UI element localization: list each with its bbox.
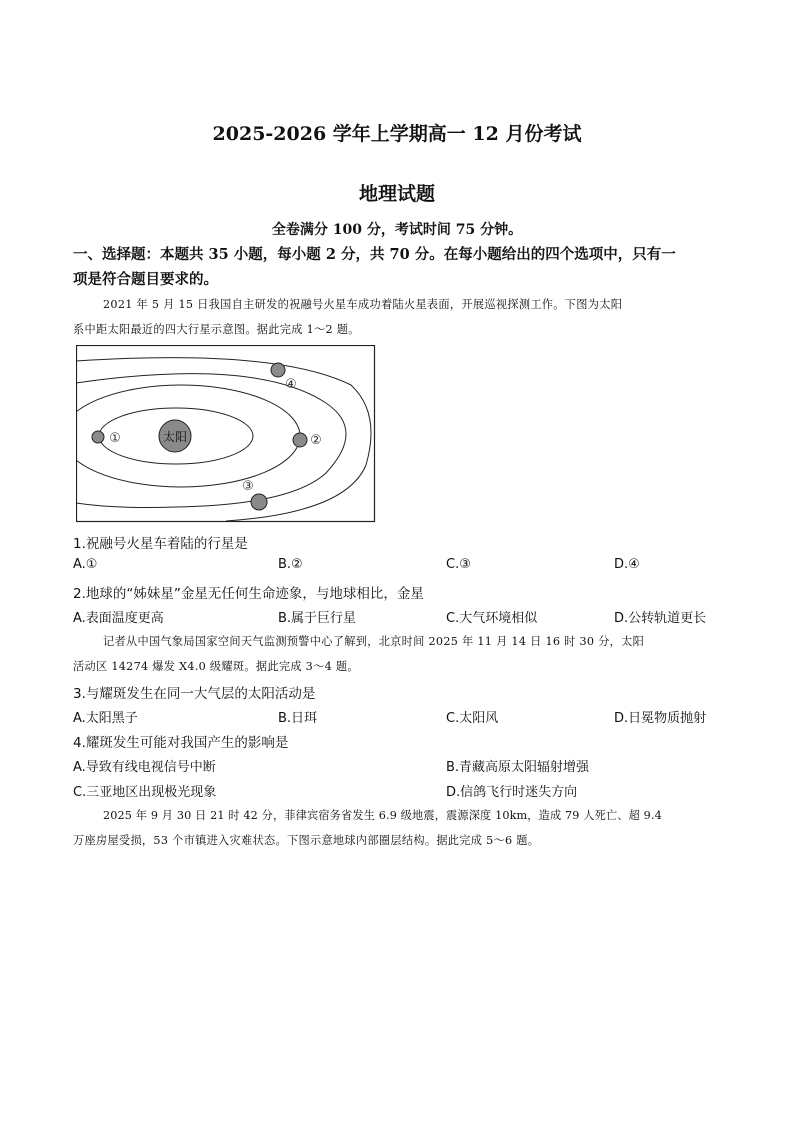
question-4-stem: 4.耀斑发生可能对我国产生的影响是 — [73, 735, 289, 751]
q4-option-b[interactable]: B.青藏高原太阳辐射增强 — [446, 760, 590, 775]
q1-option-d[interactable]: D.④ — [614, 557, 640, 572]
planet-2-label: ② — [310, 433, 322, 448]
q1-option-b[interactable]: B.② — [278, 557, 303, 572]
passage1-line1: 2021 年 5 月 15 日我国自主研发的祝融号火星车成功着陆火星表面，开展巡视探测工作。下图为太阳 — [103, 298, 623, 311]
q2-option-d[interactable]: D.公转轨道更长 — [614, 611, 707, 626]
planet-1 — [92, 431, 104, 443]
subject-title: 地理试题 — [358, 183, 435, 205]
question-2-stem: 2.地球的“姊妹星”金星无任何生命迹象，与地球相比，金星 — [73, 586, 424, 602]
passage3-line2: 万座房屋受损，53 个市镇进入灾难状态。下图示意地球内部圈层结构。据此完成 5～6 题。 — [73, 834, 540, 847]
planet-4 — [271, 363, 285, 377]
q1-option-c[interactable]: C.③ — [446, 557, 471, 572]
sun-label: 太阳 — [162, 430, 188, 444]
section-heading-line1: 一、选择题：本题共 35 小题，每小题 2 分，共 70 分。在每小题给出的四个选项中，只有一 — [73, 246, 676, 263]
planet-3 — [251, 494, 267, 510]
solar-system-diagram — [76, 345, 376, 523]
passage2-line1: 记者从中国气象局国家空间天气监测预警中心了解到，北京时间 2025 年 11 月 14 日 16 时 30 分，太阳 — [103, 635, 645, 648]
question-3-stem: 3.与耀斑发生在同一大气层的太阳活动是 — [73, 686, 316, 702]
planet-1-label: ① — [109, 431, 121, 446]
passage3-line1: 2025 年 9 月 30 日 21 时 42 分，菲律宾宿务省发生 6.9 级地震，震源深度 10km，造成 79 人死亡、超 9.4 — [103, 809, 662, 822]
question-1-stem: 1.祝融号火星车着陆的行星是 — [73, 536, 248, 552]
q1-option-a[interactable]: A.① — [73, 557, 98, 572]
planet-2 — [293, 433, 307, 447]
q3-option-b[interactable]: B.日珥 — [278, 711, 318, 726]
q4-option-c[interactable]: C.三亚地区出现极光现象 — [73, 785, 217, 800]
q3-option-a[interactable]: A.太阳黑子 — [73, 711, 138, 726]
passage1-line2: 系中距太阳最近的四大行星示意图。据此完成 1～2 题。 — [73, 323, 360, 336]
exam-info: 全卷满分 100 分，考试时间 75 分钟。 — [271, 222, 523, 238]
passage2-line2: 活动区 14274 爆发 X4.0 级耀斑。据此完成 3～4 题。 — [73, 660, 359, 673]
diagram-frame — [77, 346, 375, 522]
q2-option-b[interactable]: B.属于巨行星 — [278, 611, 357, 626]
q2-option-a[interactable]: A.表面温度更高 — [73, 611, 164, 626]
section-heading-line2: 项是符合题目要求的。 — [73, 271, 218, 288]
planet-3-label: ③ — [242, 479, 254, 494]
q4-option-d[interactable]: D.信鸽飞行时迷失方向 — [446, 785, 578, 800]
planet-4-label: ④ — [285, 377, 297, 392]
q3-option-d[interactable]: D.日冕物质抛射 — [614, 711, 707, 726]
q4-option-a[interactable]: A.导致有线电视信号中断 — [73, 760, 216, 775]
q2-option-c[interactable]: C.大气环境相似 — [446, 611, 538, 626]
q3-option-c[interactable]: C.太阳风 — [446, 711, 499, 726]
exam-title: 2025-2026 学年上学期高一 12 月份考试 — [212, 123, 582, 145]
